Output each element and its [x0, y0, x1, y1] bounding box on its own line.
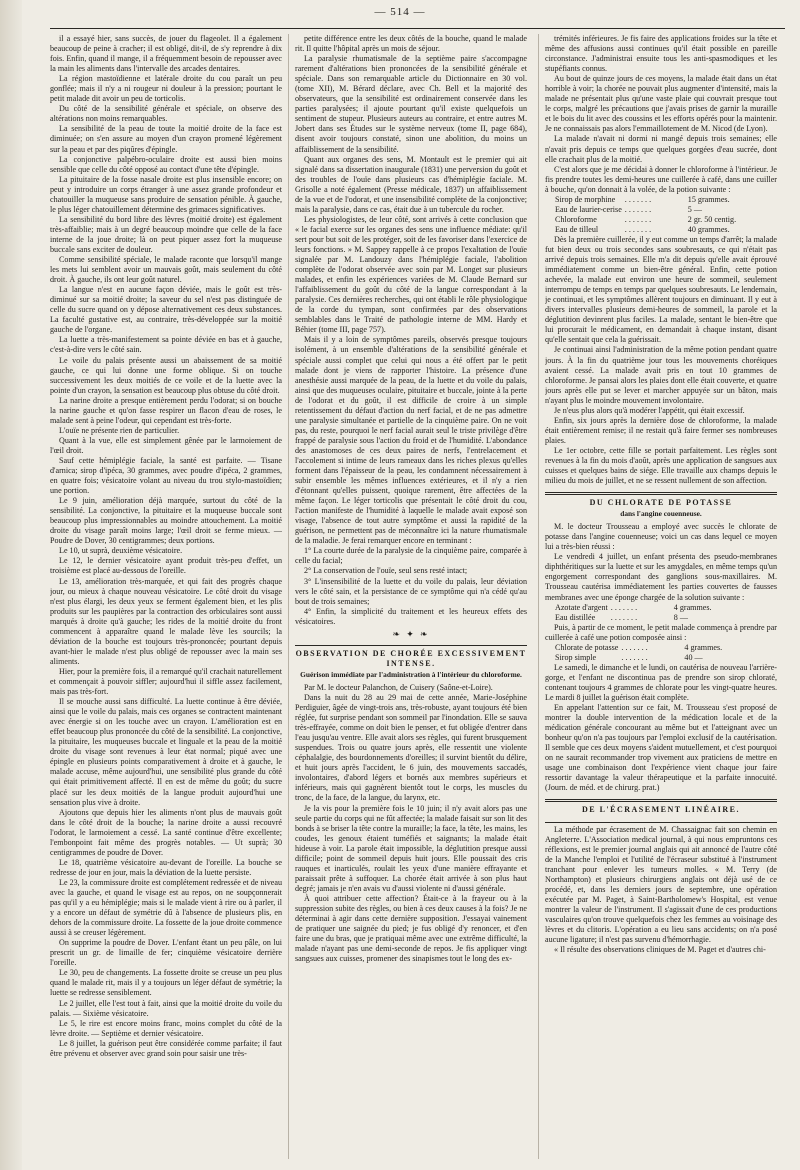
paragraph: En appelant l'attention sur ce fait, M. Trousseau s'est proposé de montrer la double intervention de la médication locale et de la médication générale concourant au même but et l'atteignant avec un bonheur qu'on n'a pas toujours par l'emploi exclusif de la cautérisation. Il semble que ces deux moyens s'aident mutuellement, et c'est pourquoi on ne saurait recommander trop vivement aux praticiens de mettre en usage une combinaison dont l'expérience vient chaque jour faire ressortir davantage la valeur thérapeutique et la parfaite innocuité. (Journ. de méd. et de chirurg. prat.) [545, 703, 777, 793]
ingredient-amount: 40 — [684, 652, 703, 662]
paragraph: La pituitaire de la fosse nasale droite est plus insensible encore; on peut y introduire un corps étranger à une assez grande profondeur et chatouiller la muqueuse sans produire de sensation pénible. À gauche, le plus léger chatouillement détermine des grimaces significatives. [50, 174, 282, 214]
section-subtitle-chorea: Guérison immédiate par l'administration à l'intérieur du chloroforme. [300, 669, 522, 679]
paragraph: Je continuai ainsi l'administration de la même potion pendant quatre jours. À la fin du quatrième jour tous les mouvements choréiques avaient cessé. La malade avait pris en tout 10 grammes de chloroforme. Je pansai alors les plaies dont elle était couverte, et quatre jours après elle put se lever et marcher appuyée sur un bâton, mais n'ayant plus le moindre mouvement involontaire. [545, 345, 777, 405]
binding-shadow [0, 0, 22, 1170]
paragraph: Sauf cette hémiplégie faciale, la santé est parfaite. — Tisane d'arnica; sirop d'ipéca, 30 grammes, avec poudre d'ipéca, 2 grammes, en quatre fois; vésicatoire volant au niveau du trou stylo-mastoïdien; une portion. [50, 455, 282, 496]
section-rule [295, 645, 527, 646]
recipe-line [555, 613, 715, 623]
paragraph: À quoi attribuer cette affection? Était-ce à la frayeur ou à la suppression subite des règles, ou bien à ces deux causes à la fois? Je ne déterminai à agir dans cette dernière supposition. J'essayai vainement de pratiquer une saignée du pied; je fus obligé d'y renoncer, et d'en faire une du bras, que je pratiquai même avec une extrême difficulté, la malade n'ayant pas une demi-seconde de repos. Je fis appliquer vingt sangsues aux cuisses, promener des sinapismes tout le long des ex- [295, 893, 527, 964]
paragraph: Puis, à partir de ce moment, le petit malade commença à prendre par cuillerée à café une potion composée ainsi : [545, 622, 777, 642]
ingredient-name: Chloroforme [555, 214, 597, 224]
leader-dots: . . . . . . . [624, 194, 652, 204]
cautery-solution-recipe [555, 603, 715, 623]
ingredient-name: Chlorate de potasse [555, 642, 619, 652]
ingredient-name: Eau distillée [555, 612, 596, 622]
ingredient-name: Eau de tilleul [555, 224, 599, 234]
section-rule [545, 492, 777, 495]
chorea-outcome [545, 235, 777, 486]
paragraph: Dans la nuit du 28 au 29 mai de cette année, Marie-Joséphine Perdiguier, âgée de vingt-trois ans, très-robuste, ayant toujours été bien réglée, fut surprise pendant son sommeil par l'inondation. Elle se sauva très-effrayée, comme on doit bien le penser, et fut obligée d'entrer dans l'eau jusqu'au ventre. Elle avait alors ses règles, qui furent brusquement suspendues. Trois ou quatre jours après, elle ressentit une violente céphalalgie, des bourdonnements d'oreilles; il survint bientôt du délire, et huit jours après l'accident, le 6 juin, des mouvements saccadés, involontaires, d'abord légers et bornés aux membres supérieurs et inférieurs, mais qui gagnèrent bientôt tout le corps, les muscles du tronc, de la face, de la langue, du larynx, etc. [295, 693, 527, 803]
leader-dots: . . . . . . . [624, 224, 652, 234]
paragraph: Enfin, six jours après la dernière dose de chloroforme, la malade était entièrement remise; il ne restait qu'à faire fermer ses nombreuses plaies. [545, 415, 777, 445]
paragraph: La région mastoïdienne et latérale droite du cou paraît un peu gonflée; mais il n'y a ni rougeur ni douleur à la pression; pourtant le petit malade dit avoir un peu de torticolis. [50, 74, 282, 104]
paragraph: La narine droite a presque entièrement perdu l'odorat; si on bouche la narine gauche et qu'on fasse respirer un flacon d'eau de roses, le malade sent à peine l'odeur, qui cependant est très-forte. [50, 395, 282, 425]
leader-dots: . . . . . . . [610, 602, 638, 612]
section-title-ecrasement: DE L'ÉCRASEMENT LINÉAIRE. [581, 805, 741, 815]
recipe-line [555, 653, 725, 663]
paragraph: Le 1er octobre, cette fille se portait parfaitement. Les règles sont revenues à la fin du mois d'août, après une application de sangsues aux cuisses et quelques bains de siége. Elle travaille aux champs depuis le milieu du mois de juillet, et ne se ressent nullement de son affection. [545, 445, 777, 486]
paragraph: Le vendredi 4 juillet, un enfant présenta des pseudo-membranes diphthéritiques sur la luette et sur les amygdales, en même temps qu'un engorgement correspondant des ganglions sous-maxillaires. M. Trousseau cautérisa immédiatement les parties couvertes de fausses membranes avec une éponge chargée de la solution suivante : [545, 552, 777, 602]
paragraph: Comme sensibilité spéciale, le malade raconte que lorsqu'il mange les mets lui semblent avoir un mauvais goût, mais seulement du côté droit. À gauche, ils ont leur goût naturel. [50, 255, 282, 285]
paragraph: 4° Enfin, la simplicité du traitement et les heureux effets des vésicatoires. [295, 606, 527, 626]
leader-dots: . . . . . . . [610, 612, 638, 622]
paragraph: trémités inférieures. Je fis faire des applications froides sur la tête et même des affusions aussi continues qu'il était possible en pareille circonstance. J'administrai ensuite tous les anti-spasmodiques et les stupéfiants connus. [545, 34, 777, 74]
paragraph: Hier, pour la première fois, il a remarqué qu'il crachait naturellement et commençait à pouvoir siffler; aujourd'hui il siffle assez facilement, mais pas très-fort. [50, 666, 282, 697]
paragraph: Les physiologistes, de leur côté, sont arrivés à cette conclusion que « le facial exerce sur les organes des sens une influence médiate: qu'il sert pour but soit de les protéger, soit de les favoriser dans l'exercice de leurs fonctions. » M. Sappey rappelle à ce propos l'exaltation de l'ouïe signalée par M. Landouzy dans l'hémiplégie faciale, l'abolition complète de l'odorat observée avec soin par M. Longet sur plusieurs malades, et enfin les expériences variées de M. Claude Bernard sur l'affaiblissement du goût du côté de la langue correspondant à la paralysie. Ces dernières recherches, qui ont établi le rôle physiologique de la corde du tympan, sont confirmées par des observations semblables dans le Traité de pathologie interne de MM. Hardy et Béhier (tome III, page 757). [295, 214, 527, 335]
paragraph: Au bout de quinze jours de ces moyens, la malade était dans un état horrible à voir; la chorée ne pouvait plus augmenter d'intensité, mais la malade ne présentait plus qu'une vaste plaie qui couvrait presque tout le corps, malgré les précautions que j'avais prises de garnir la muraille et le bois du lit avec des coussins et les efforts opérés pour la maintenir. Je ne connaissais pas alors l'emmaillotement de M. Nicod (de Lyon). [545, 74, 777, 134]
paragraph: Je la vis pour la première fois le 10 juin; il n'y avait alors pas une seule partie du corps qui ne fût affectée; la malade faisait sur son lit des bonds à se briser la tête contre la muraille; la face, la tête, les mains, les coudes, les genoux étaient tuméfiés et saignants; la malade était hideuse à voir. La parole était impossible, la déglutition presque aussi difficile; point de sommeil depuis huit jours. Elle poussait des cris rauques et inarticulés, roulait les yeux d'une manière effrayante et paraissait prête à suffoquer. La chorée était arrivée à son plus haut degré; jamais je n'en avais vu d'aussi violente ni d'aussi générale. [295, 803, 527, 893]
recipe-line [555, 205, 739, 215]
paragraph: Le samedi, le dimanche et le lundi, on cautérisa de nouveau l'arrière-gorge, et l'enfant ne discontinua pas de prendre son sirop chloraté, contenant toujours 4 grammes de chlorate pour les vingt-quatre heures. Le mardi 8 juillet la guérison était complète. [545, 662, 777, 702]
paragraph: La langue n'est en aucune façon déviée, mais le goût est très-diminué sur sa moitié droite; la saveur du sel n'est pas distinguée de celle du sucre quand on y dépose alternativement ces deux substances. La faculté gustative est, au contraire, très-développée sur la moitié gauche de l'organe. [50, 285, 282, 335]
paragraph: 3° L'insensibilité de la luette et du voile du palais, leur déviation vers le côté sain, et la persistance de ce symptôme qui n'a cédé qu'au bout de trois semaines; [295, 576, 527, 606]
paragraph: Je n'eus plus alors qu'à modérer l'appétit, qui était excessif. [554, 405, 745, 415]
ingredient-amount: 15 grammes. [687, 194, 730, 204]
paragraph: La sensibilité du bord libre des lèvres (moitié droite) est également très-affaiblie; mais à un degré beaucoup moindre que celle de la face interne de la joue droite; là on peut piquer assez fort la muqueuse buccale sans exciter de douleur. [50, 214, 282, 254]
ingredient-amount: 4 grammes. [684, 642, 723, 652]
ingredient-name: Azotate d'argent [555, 602, 608, 612]
recipe-line [555, 643, 725, 653]
paralysis-discussion [295, 34, 527, 627]
paragraph: C'est alors que je me décidai à donner le chloroforme à l'intérieur. Je fis prendre toutes les demi-heures une cuillerée à café, dans une cuiller à bouche, qu'on donnait à la volée, de la potion suivante : [545, 164, 777, 194]
paragraph: La malade n'avait ni dormi ni mangé depuis trois semaines; elle n'avait pris depuis ce temps que quelques gorgées d'eau sucrée, dont elle crachait plus de la moitié. [545, 134, 777, 164]
ingredient-amount: 40 grammes. [687, 224, 730, 234]
paragraph: il a essayé hier, sans succès, de jouer du flageolet. Il a également beaucoup de peine à cracher; il est obligé, dit-il, de s'y reprendre à dix fois. Enfin, quand il mange, il a fréquemment besoin de repousser avec la main les aliments dans l'intervalle des arcades dentaires. [50, 34, 282, 74]
paragraph: Le 5, le rire est encore moins franc, moins complet du côté de la lèvre droite. — Septième et dernier vésicatoire. [50, 1018, 282, 1038]
section-byline: Par M. le docteur Palanchon, de Cuisery (Saône-et-Loire). [304, 682, 493, 692]
paragraph: Le 12, le dernier vésicatoire ayant produit très-peu d'effet, un troisième est placé au-dessous de l'oreille. [50, 556, 282, 576]
ingredient-amount: 8 — [673, 612, 688, 622]
leader-dots: . . . . . . . [624, 204, 652, 214]
paragraph: M. le docteur Trousseau a employé avec succès le chlorate de potasse dans l'angine couenneuse; voici un cas dans lequel ce moyen lui a très-bien réussi : [545, 522, 777, 552]
column-2 [295, 34, 527, 1159]
paragraph: Dès la première cuillerée, il y eut comme un temps d'arrêt; la malade fut bien deux ou trois secondes sans soubresauts, ce qui n'était pas arrivé depuis trois semaines. Elle m'a dit depuis qu'elle avait éprouvé immédiatement comme un bien-être général. Enfin, cette potion achevée, la malade eut environ une heure de sommeil, seulement interrompu de temps en temps par quelques soubresauts. Le lendemain, je continuai, et les symptômes allèrent toujours en diminuant. Il y eut à divers intervalles plusieurs demi-heures de sommeil, la parole et la déglutition devinrent plus faciles. La malade, sentant le bien-être que lui procurait le médicament, en demandait à chaque instant, disant qu'elle sentait que cela la guérissait. [545, 234, 777, 345]
recipe-line [555, 603, 715, 613]
paragraph: 2° La conservation de l'ouïe, seul sens resté intact; [304, 566, 468, 576]
paragraph: « Il résulte des observations cliniques de M. Paget et d'autres chi- [554, 945, 766, 955]
header-rule [50, 28, 785, 29]
paragraph: Le 10, ut suprà, deuxième vésicatoire. [59, 546, 183, 556]
paragraph: Le 8 juillet, la guérison peut être considérée comme parfaite; il faut être prévenu et observer avec grand soin pour saisir une très- [50, 1038, 282, 1058]
page-number: — 514 — [374, 6, 426, 18]
paragraph: Du côté de la sensibilité générale et spéciale, on observe des altérations non moins remarquables. [50, 104, 282, 124]
column-separator [288, 34, 289, 1159]
leader-dots: . . . . . . . [621, 652, 648, 662]
paragraph: Quant aux organes des sens, M. Montault est le premier qui ait signalé dans sa dissertation inaugurale (1831) une perversion du goût et des troubles de l'ouïe dans plusieurs cas d'hémiplégie faciale. M. Grisolle a noté également (Presse médicale, 1837) un affaiblissement de la vue et de l'odorat, et une insensibilité complète de la conjonctive; mais la paralysie, dans ce cas, était due à un tubercule du rocher. [295, 154, 527, 214]
paragraph: 1° La courte durée de la paralysie de la cinquième paire, comparée à celle du facial; [295, 546, 527, 566]
chlorate-body-3 [545, 663, 777, 794]
paragraph: Le 2 juillet, elle l'est tout à fait, ainsi que la moitié droite du voile du palais. — Sixième vésicatoire. [50, 998, 282, 1018]
paragraph: Le 18, quatrième vésicatoire au-devant de l'oreille. La bouche se redresse de jour en jour, mais la déviation de la luette persiste. [50, 857, 282, 877]
chorea-continued [545, 34, 777, 195]
column-3 [545, 34, 777, 1159]
ingredient-name: Sirop simple [555, 652, 597, 662]
leader-dots: . . . . . . . [624, 214, 652, 224]
chlorate-body-2 [545, 623, 777, 643]
paragraph: petite différence entre les deux côtés de la bouche, quand le malade rit. Il quitte l'hôpital après un mois de séjour. [295, 34, 527, 54]
chorea-body [295, 693, 527, 964]
chlorate-potion-recipe [555, 643, 725, 663]
section-ornament: ❧ ✦ ❧ [392, 628, 430, 639]
section-title-chorea: OBSERVATION DE CHORÉE EXCESSIVEMENT INTENSE. [295, 648, 527, 668]
chlorate-body [545, 522, 777, 602]
paragraph: Le 13, amélioration très-marquée, et qui fait des progrès chaque jour, ou mieux à chaque nouveau vésicatoire. Le côté droit du visage n'est plus élargi, les deux yeux se ferment également bien, et les plis produits sur les paupières par la contraction des orbiculaires sont aussi marqués à droite qu'à gauche; les rides de la moitié droite du front commencent à apparaître quand le malade lève les sourcils; la déviation de la bouche est toujours très-prononcée; pourtant depuis avant-hier le malade n'est plus obligé de repousser avec la main ses aliments. [50, 576, 282, 666]
paragraph: Ajoutons que depuis hier les aliments n'ont plus de mauvais goût dans le côté droit de la bouche; la narine droite a aussi recouvré l'odorat, le larmoiement a cessé. La santé continue d'être excellente; l'embonpoint fait même des progrès notables. — Ut suprà; 30 centigrammes de poudre de Dover. [50, 807, 282, 857]
column-1 [50, 34, 282, 1159]
paragraph: La conjonctive palpébro-oculaire droite est aussi bien moins sensible que celle du côté opposé au contact d'une tête d'épingle. [50, 154, 282, 174]
paragraph: Le 23, la commissure droite est complétement redressée et de niveau avec la gauche, et quand le visage est au repos, on ne soupçonnerait pas qu'il y a eu hémiplégie; mais si le malade vient à rire ou à parler, il y a encore un défaut de symétrie dû à l'absence de plusieurs plis, en dehors de la commissure droite. La fossette de la joue droite commence aussi à se creuser légèrement. [50, 877, 282, 938]
recipe-line [555, 215, 739, 225]
leader-dots: . . . . . . . [621, 642, 648, 652]
paragraph: Le 9 juin, amélioration déjà marquée, surtout du côté de la sensibilité. La conjonctive, la pituitaire et la muqueuse buccale sont beaucoup plus impressionnables au moindre attouchement. La moitié droite du visage paraît moins large; l'œil droit se ferme mieux. — Poudre de Dover, 30 centigrammes; deux portions. [50, 496, 282, 546]
paragraph: Mais il y a loin de symptômes pareils, observés presque toujours isolément, à un ensemble d'altérations de la sensibilité générale et spéciale aussi complet que celui qui nous a été offert par le petit malade dont je viens de rapporter l'histoire. La présence d'une anesthésie aussi marquée de la peau, de la luette et du voile du palais, ainsi que des muqueuses oculaire, pituitaire et buccale, jointe à la perte de l'odorat et du goût, il est difficile de croire à un simple retentissement du défaut d'action du nerf facial, et de ne pas admettre une paralysie simultanée et partielle de la cinquième paire. On ne voit pas, du reste, pourquoi le nerf facial aurait seul le triste privilège d'être frappé de paralysie sous l'action du froid et de l'humidité. L'abondance des anastomoses de ces deux paires de nerfs, l'entrelacement et l'accolement si intime de leurs rameaux dans les riches plexus qu'elles forment dans l'épaisseur de la peau, les condamnent nécessairement à subir ensemble les mêmes influences extérieures, et il n'y a rien d'étonnant qu'elles puissent, quoique rarement, être affectées de la même façon. Le léger torticolis que présentait le côté droit du cou, l'action manifeste de l'humidité à laquelle le malade avait exposé son visage, l'absence de tout autre symptôme et aussi la rapidité de la guérison, ne permettent pas de méconnaître ici la nature rhumatismale de la maladie. Je ferai remarquer encore en terminant : [295, 335, 527, 546]
paragraph: L'ouïe ne présente rien de particulier. [59, 425, 180, 435]
paragraph: On supprime la poudre de Dover. L'enfant étant un peu pâle, on lui prescrit un gr. de limaille de fer; cinquième vésicatoire derrière l'oreille. [50, 938, 282, 968]
paragraph: La méthode par écrasement de M. Chassaignac fait son chemin en Angleterre. L'Association medical journal, à qui nous empruntons ces réflexions, est le premier journal anglais qui ait annoncé de l'autre côté de la Manche l'emploi et l'utilité de l'écraseur substitué à l'instrument tranchant pour enlever les tumeurs molles. « M. Terry (de Northampton) et plusieurs chirurgiens anglais ont déjà usé de ce procédé, et, dans les derniers jours de septembre, une opération exécutée par M. Paget, à Saint-Bartholomew's Hospital, est venue montrer la valeur de l'instrument. Il s'agissait d'une de ces productions vasculaires qu'on trouve quelquefois chez les femmes au voisinage des lèvres et du clitoris. L'opération a eu lieu sans accidents; on n'a posé aucune ligature; il n'est pas survenu d'hémorrhagie. [545, 824, 777, 945]
recipe-line [555, 195, 739, 205]
ingredient-amount: 5 — [687, 204, 702, 214]
recipe-line [555, 225, 739, 235]
section-subtitle-chlorate: dans l'angine couenneuse. [620, 509, 702, 519]
ingredient-name: Eau de laurier-cerise [555, 204, 622, 214]
ingredient-amount: 4 grammes. [673, 602, 712, 612]
paragraph: Le voile du palais présente aussi un abaissement de sa moitié gauche, ce qui lui donne une forme oblique. Si on touche successivement les deux moitiés de ce voile et de la luette avec la pointe d'un crayon, la sensation est beaucoup plus obtuse du côté droit. [50, 355, 282, 395]
column-separator [538, 34, 539, 1159]
paragraph: Quant à la vue, elle est simplement gênée par le larmoiement de l'œil droit. [50, 435, 282, 455]
potion-recipe [555, 195, 739, 235]
paragraph: La sensibilité de la peau de toute la moitié droite de la face est diminuée; on s'en assure au moyen d'un crayon promené légèrement sur la peau et par des piqûres d'épingle. [50, 124, 282, 154]
section-rule [545, 799, 777, 802]
paragraph: Il se mouche aussi sans difficulté. La luette continue à être déviée, ainsi que le voile du palais, mais ces organes se contractent maintenant avec énergie si on les touche avec un crayon. L'amélioration est en effet beaucoup plus prononcée du côté de la sensibilité. La conjonctive, la pituitaire, les muqueuses buccale et linguale et la peau de la moitié droite du visage sont revenues à leur état normal; piqué avec une épingle en plusieurs points comparativement à droite et à gauche, le malade accuse, même aujourd'hui, une sensibilité plus grande du côté qui était primitivement affecté. Il en est de même du goût; du sucre placé sur les deux moitiés de la langue produit aujourd'hui une sensation plus vive à droite. [50, 697, 282, 807]
paragraph: La paralysie rhumatismale de la septième paire s'accompagne rarement d'altérations bien prononcées de la sensibilité générale et spéciale. Dans son remarquable article du Dictionnaire en 30 vol. (tome XII), M. Bérard déclare, avec Ch. Bell et la majorité des observateurs, que la sensibilité est ordinairement conservée dans les parties paralysées; il ajoute pourtant qu'il existe quelquefois un sentiment de stupeur. Plusieurs auteurs au contraire, et entre autres M. Jobert dans ses Études sur le système nerveux (tome II, page 684), disent avoir toujours constaté, sinon une abolition, du moins un affaiblissement de la sensibilité. [295, 54, 527, 154]
section-title-chlorate: DU CHLORATE DE POTASSE [589, 498, 733, 508]
ecrasement-body [545, 825, 777, 956]
ingredient-name: Sirop de morphine [555, 194, 616, 204]
section-rule [545, 822, 777, 823]
paragraph: Le 30, peu de changements. La fossette droite se creuse un peu plus quand le malade rit, mais il y a toujours un léger défaut de symétrie; la luette se redresse sensiblement. [50, 968, 282, 998]
paragraph: La luette a très-manifestement sa pointe déviée en bas et à gauche, c'est-à-dire vers le côté sain. [50, 335, 282, 355]
ingredient-amount: 2 gr. 50 centig. [687, 214, 737, 224]
